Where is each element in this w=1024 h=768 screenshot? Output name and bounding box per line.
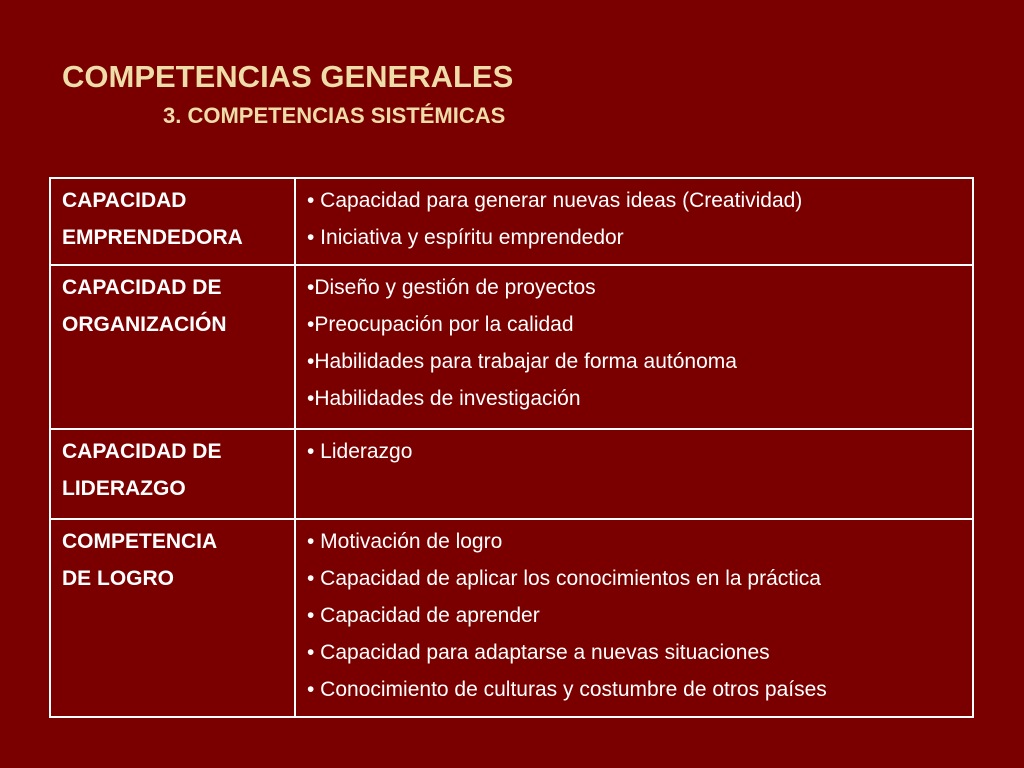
competency-label-cell bbox=[50, 429, 295, 519]
competency-label: CAPACIDAD bbox=[62, 189, 187, 212]
list-item: • Capacidad de aprender bbox=[307, 604, 540, 627]
list-item: • Liderazgo bbox=[307, 440, 413, 463]
list-item: • Motivación de logro bbox=[307, 530, 503, 553]
table-row-competencia-logro bbox=[50, 519, 973, 717]
competency-label-cell bbox=[50, 265, 295, 429]
competency-items-cell bbox=[295, 178, 973, 265]
list-item: • Capacidad para adaptarse a nuevas situaciones bbox=[307, 641, 770, 664]
list-item: • Conocimiento de culturas y costumbre de otros países bbox=[307, 678, 827, 701]
competency-label: COMPETENCIA bbox=[62, 530, 218, 553]
list-item: • Capacidad para generar nuevas ideas (Creatividad) bbox=[307, 189, 803, 212]
competency-label: EMPRENDEDORA bbox=[62, 226, 243, 249]
competency-label: CAPACIDAD DE bbox=[62, 440, 222, 463]
competency-label-cell bbox=[50, 178, 295, 265]
list-item: •Preocupación por la calidad bbox=[307, 313, 574, 336]
competency-label: LIDERAZGO bbox=[62, 477, 186, 500]
competencies-table bbox=[49, 177, 974, 718]
slide-title: COMPETENCIAS GENERALES bbox=[62, 59, 514, 94]
list-item: • Iniciativa y espíritu emprendedor bbox=[307, 226, 624, 249]
competency-label: DE LOGRO bbox=[62, 567, 175, 590]
competency-label: ORGANIZACIÓN bbox=[62, 313, 227, 336]
competency-label: CAPACIDAD DE bbox=[62, 276, 222, 299]
table-row-capacidad-organizacion bbox=[50, 265, 973, 429]
list-item: •Habilidades de investigación bbox=[307, 387, 581, 410]
competency-items-cell bbox=[295, 519, 973, 717]
competency-items-cell bbox=[295, 429, 973, 519]
list-item: • Capacidad de aplicar los conocimientos en la práctica bbox=[307, 567, 821, 590]
table-row-capacidad-emprendedora bbox=[50, 178, 973, 265]
slide-subtitle: 3. COMPETENCIAS SISTÉMICAS bbox=[163, 103, 506, 128]
list-item: •Diseño y gestión de proyectos bbox=[307, 276, 596, 299]
table-row-capacidad-liderazgo bbox=[50, 429, 973, 519]
list-item: •Habilidades para trabajar de forma autónoma bbox=[307, 350, 737, 373]
competency-items-cell bbox=[295, 265, 973, 429]
competency-label-cell bbox=[50, 519, 295, 717]
